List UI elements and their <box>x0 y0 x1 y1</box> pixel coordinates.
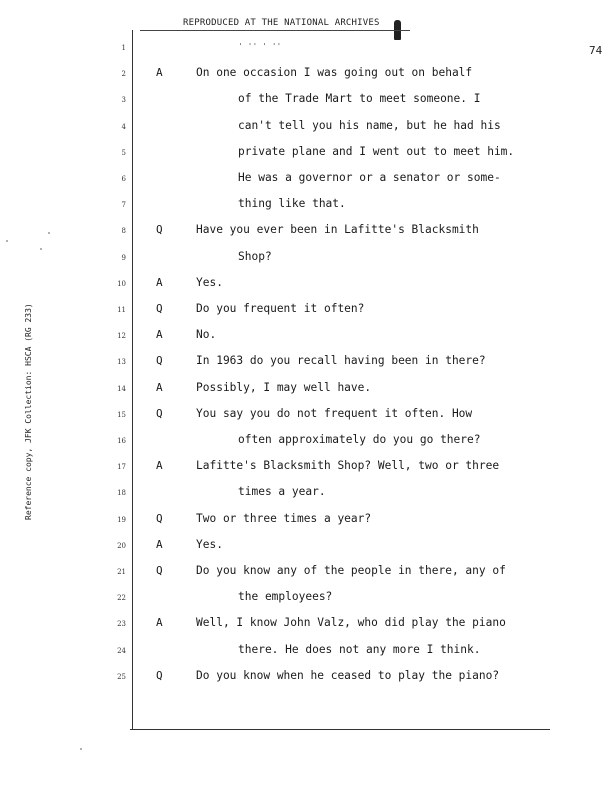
line-text: Shop? <box>238 249 272 263</box>
transcript-line <box>0 171 612 191</box>
transcript-line <box>0 302 612 322</box>
speaker-label: Q <box>156 406 163 420</box>
line-number: 8 <box>121 227 126 236</box>
speaker-label: Q <box>156 354 163 368</box>
archive-label: REPRODUCED AT THE NATIONAL ARCHIVES <box>183 18 380 28</box>
speaker-label: A <box>156 616 163 630</box>
line-number: 22 <box>117 594 126 603</box>
line-number: 24 <box>117 646 126 655</box>
transcript-line <box>0 328 612 348</box>
line-text: Possibly, I may well have. <box>196 380 372 394</box>
line-number: 19 <box>117 515 126 524</box>
line-text: ' '' ' '' <box>238 42 282 51</box>
line-text: the employees? <box>238 590 333 604</box>
transcript-line <box>0 354 612 374</box>
speaker-label: A <box>156 459 163 473</box>
line-text: Do you know when he ceased to play the piano? <box>196 668 500 682</box>
speaker-label: Q <box>156 302 163 315</box>
line-number: 9 <box>121 253 126 262</box>
page-number: 74 <box>589 44 603 57</box>
transcript-line <box>0 92 612 112</box>
bottom-rule <box>130 729 550 730</box>
speaker-label: A <box>156 328 163 342</box>
line-number: 5 <box>121 148 126 157</box>
line-text: times a year. <box>238 485 326 499</box>
speaker-label: A <box>156 66 163 80</box>
line-number: 23 <box>117 620 126 629</box>
speaker-label: A <box>156 380 163 394</box>
line-number: 7 <box>121 201 126 210</box>
speck <box>80 748 82 750</box>
line-number: 2 <box>121 70 126 79</box>
line-text: can't tell you his name, but he had his <box>238 118 501 132</box>
transcript-line <box>0 119 612 139</box>
line-text: Yes. <box>196 275 223 289</box>
reference-copy-stamp: Reference copy, JFK Collection: HSCA (RG 233) <box>24 303 33 520</box>
transcript-line <box>0 564 612 584</box>
line-number: 13 <box>117 358 126 367</box>
transcript-line <box>0 616 612 636</box>
speaker-label: Q <box>156 223 163 237</box>
line-text: of the Trade Mart to meet someone. I <box>238 92 481 106</box>
transcript-line <box>0 197 612 217</box>
transcript-line <box>0 669 612 689</box>
line-text: He was a governor or a senator or some- <box>238 171 501 184</box>
line-text: Well, I know John Valz, who did play the piano <box>196 616 506 630</box>
line-text: No. <box>196 328 217 342</box>
transcript-line <box>0 643 612 663</box>
line-number: 14 <box>117 384 126 393</box>
line-number: 3 <box>121 96 126 105</box>
line-text: Have you ever been in Lafitte's Blacksmith <box>196 223 479 237</box>
transcript-line <box>0 145 612 165</box>
line-text: On one occasion I was going out on behalf <box>196 66 473 80</box>
line-text: there. He does not any more I think. <box>238 642 481 656</box>
line-text: Lafitte's Blacksmith Shop? Well, two or three <box>196 459 500 473</box>
transcript-line <box>0 223 612 243</box>
transcript-line <box>0 276 612 296</box>
line-text: Do you know any of the people in there, any of <box>196 564 506 577</box>
transcript-line <box>0 485 612 505</box>
line-number: 18 <box>117 489 126 498</box>
transcript-line <box>0 459 612 479</box>
line-number: 1 <box>121 44 126 52</box>
header-rule <box>140 30 410 31</box>
speaker-label: Q <box>156 511 163 525</box>
transcript-line <box>0 512 612 532</box>
line-number: 6 <box>121 175 126 183</box>
line-number: 10 <box>117 279 126 288</box>
line-number: 4 <box>121 122 126 131</box>
line-number: 16 <box>117 437 126 445</box>
line-number: 20 <box>117 541 126 550</box>
line-number: 15 <box>117 410 126 419</box>
line-text: Do you frequent it often? <box>196 302 365 315</box>
line-text: often approximately do you go there? <box>238 433 481 446</box>
speaker-label: A <box>156 275 163 289</box>
transcript-line <box>0 590 612 610</box>
transcript-line <box>0 40 612 60</box>
line-text: Two or three times a year? <box>196 511 372 525</box>
line-number: 21 <box>117 568 126 576</box>
speaker-label: Q <box>156 668 163 682</box>
transcript-line <box>0 381 612 401</box>
transcript-line <box>0 250 612 270</box>
transcript-line <box>0 433 612 453</box>
line-text: Yes. <box>196 537 223 551</box>
line-text: In 1963 do you recall having been in there? <box>196 354 486 368</box>
line-number: 12 <box>117 332 126 341</box>
line-number: 17 <box>117 463 126 472</box>
line-text: You say you do not frequent it often. How <box>196 406 473 420</box>
transcript-line <box>0 538 612 558</box>
speaker-label: A <box>156 537 163 551</box>
transcript-line <box>0 407 612 427</box>
line-text: private plane and I went out to meet him. <box>238 144 515 158</box>
transcript-line <box>0 66 612 86</box>
line-number: 25 <box>117 672 126 681</box>
line-text: thing like that. <box>238 197 346 211</box>
speaker-label: Q <box>156 564 163 577</box>
line-number: 11 <box>117 306 126 314</box>
